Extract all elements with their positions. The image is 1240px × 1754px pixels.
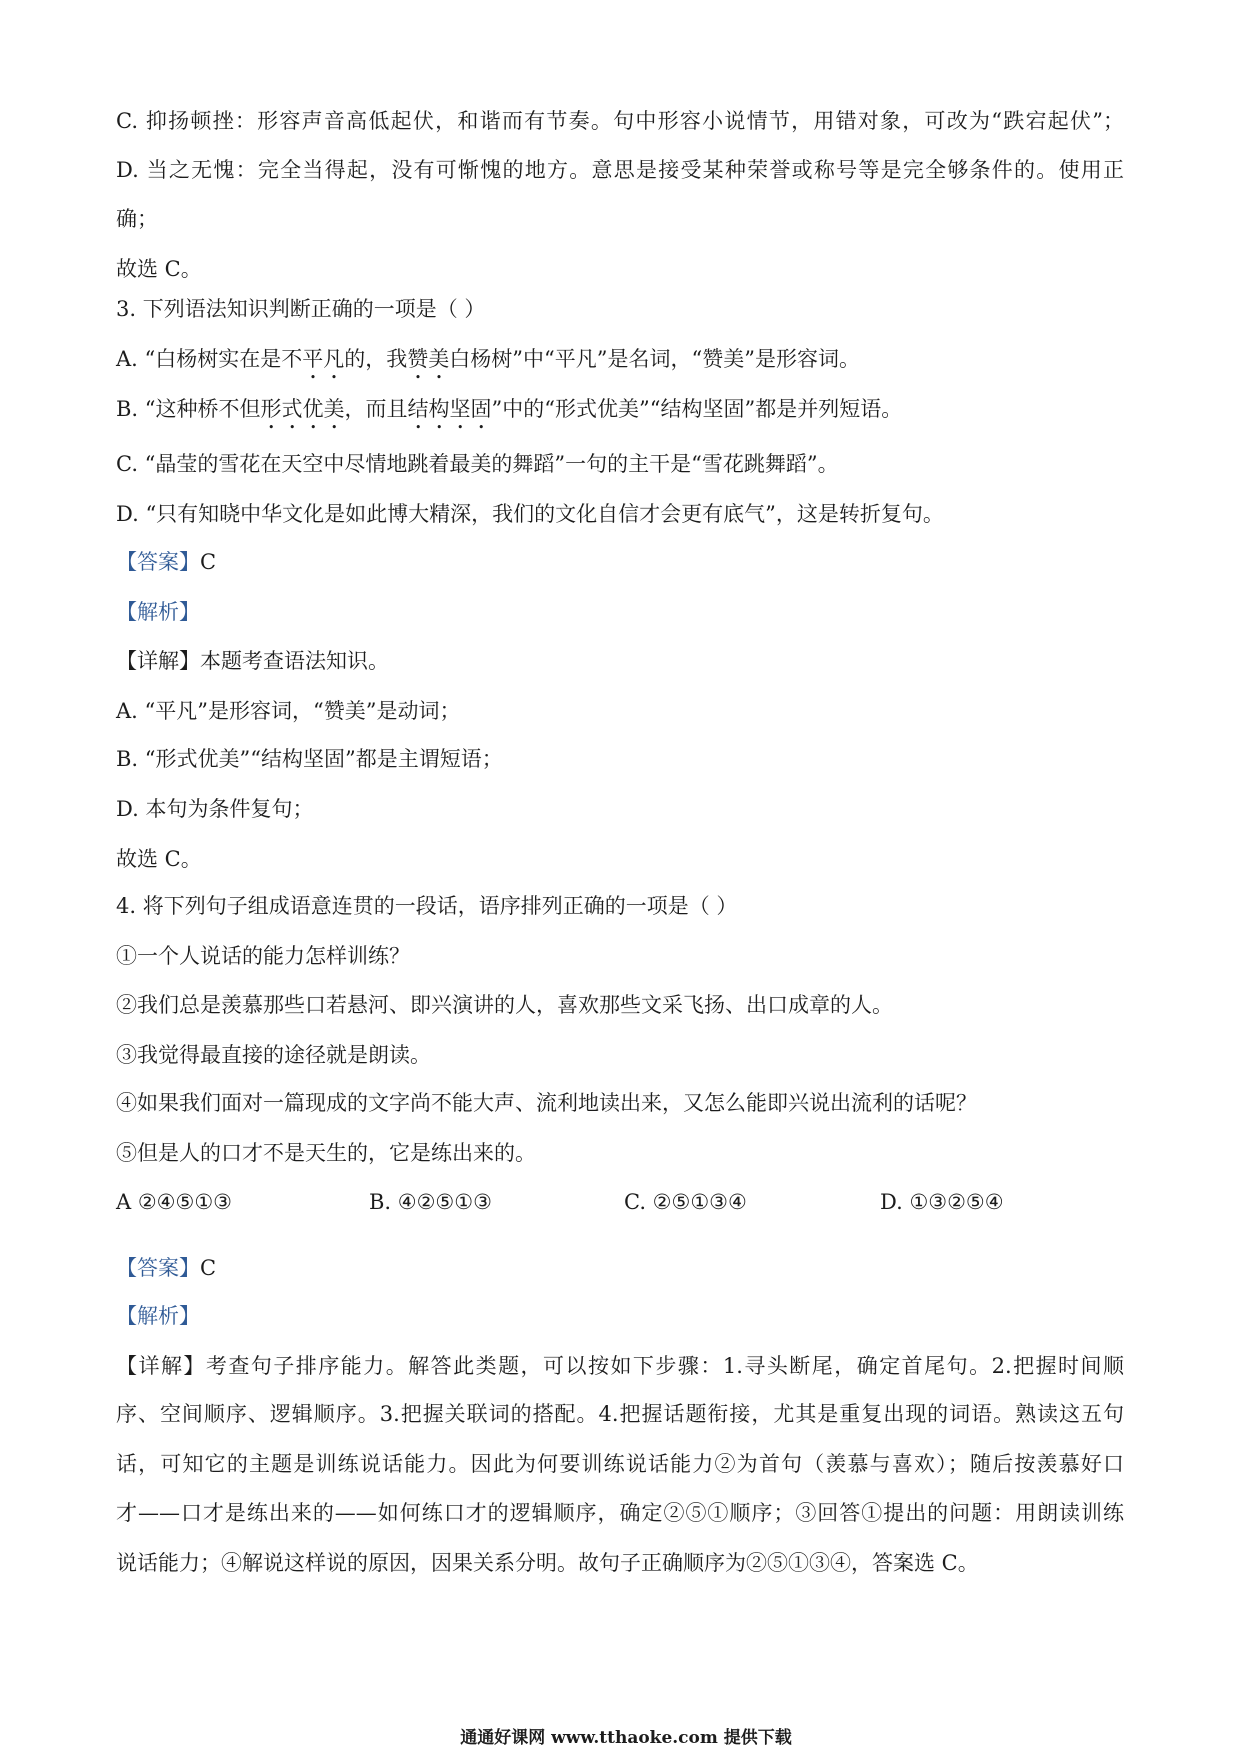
q4-sentence: ③我觉得最直接的途径就是朗读。 [116, 1043, 431, 1067]
q2-option-d-explanation-line-2: 确； [116, 207, 158, 231]
q4-option-a: A ②④⑤①③ [116, 1190, 232, 1214]
q4-answer-label: 【答案】 [116, 1256, 200, 1280]
q2-option-c-explanation: C. 抑扬顿挫：形容声音高低起伏，和谐而有节奏。句中形容小说情节，用错对象，可改为“跌宕起伏”； [116, 109, 1124, 133]
q3-detail-line: B. “形式优美”“结构坚固”都是主谓短语； [116, 747, 503, 771]
q4-sentence: ②我们总是羡慕那些口若悬河、即兴演讲的人，喜欢那些文采飞扬、出口成章的人。 [116, 993, 893, 1017]
q3-answer-label: 【答案】 [116, 550, 200, 574]
q3-title: 3. 下列语法知识判断正确的一项是（ ） [116, 297, 486, 321]
q4-title: 4. 将下列句子组成语意连贯的一段话，语序排列正确的一项是（ ） [116, 894, 738, 918]
q3-option-b-emphasis: 形式优美 [260, 397, 345, 421]
q3-analysis-label: 【解析】 [116, 600, 200, 624]
q3-detail-line: A. “平凡”是形容词，“赞美”是动词； [116, 699, 461, 723]
q3-option-a-emphasis: 平凡 [302, 347, 345, 371]
q2-option-d-explanation-line-1: D. 当之无愧：完全当得起，没有可惭愧的地方。意思是接受某种荣誉或称号等是完全够条件的。使用正 [116, 158, 1124, 182]
q4-detail-line: 【详解】考查句子排序能力。解答此类题，可以按如下步骤：1.寻头断尾，确定首尾句。2.把握时间顺 [116, 1354, 1124, 1378]
q4-answer [116, 1254, 216, 1282]
q3-option-d: D. “只有知晓中华文化是如此博大精深，我们的文化自信才会更有底气”，这是转折复句。 [116, 502, 944, 526]
q3-option-c: C. “晶莹的雪花在天空中尽情地跳着最美的舞蹈”一句的主干是“雪花跳舞蹈”。 [116, 452, 839, 476]
q3-option-b-seg: ，而且 [344, 397, 408, 421]
q4-answer-value: C [200, 1256, 217, 1280]
q3-option-b [116, 395, 902, 423]
q4-detail-line: 序、空间顺序、逻辑顺序。3.把握关联词的搭配。4.把握话题衔接，尤其是重复出现的词语。熟读这五句 [116, 1402, 1124, 1426]
q4-detail-line: 才——口才是练出来的——如何练口才的逻辑顺序，确定②⑤①顺序；③回答①提出的问题：用朗读训练 [116, 1501, 1124, 1525]
q3-option-a-seg: 的，我 [344, 347, 408, 371]
q4-sentence: ④如果我们面对一篇现成的文字尚不能大声、流利地读出来，又怎么能即兴说出流利的话呢？ [116, 1091, 977, 1115]
page-footer: 通通好课网 www.tthaoke.com 提供下载 [460, 1728, 792, 1748]
q4-option-c: C. ②⑤①③④ [624, 1190, 747, 1214]
q3-answer [116, 548, 216, 576]
q3-option-a-seg: A. “白杨树实在是不 [116, 347, 303, 371]
q3-conclusion: 故选 C。 [116, 847, 202, 871]
q3-option-b-emphasis: 结构坚固 [407, 397, 492, 421]
q4-sentence: ①一个人说话的能力怎样训练？ [116, 944, 410, 968]
q3-detail-line: 【详解】本题考查语法知识。 [116, 649, 389, 673]
q3-option-a [116, 345, 860, 373]
q3-option-a-seg: 白杨树”中“平凡”是名词，“赞美”是形容词。 [449, 347, 860, 371]
q3-option-b-seg: B. “这种桥不但 [116, 397, 261, 421]
q4-sentence: ⑤但是人的口才不是天生的，它是练出来的。 [116, 1141, 536, 1165]
q3-option-b-seg: ”中的“形式优美”“结构坚固”都是并列短语。 [491, 397, 903, 421]
q3-option-a-emphasis: 赞美 [407, 347, 450, 371]
q3-detail-line: D. 本句为条件复句； [116, 797, 314, 821]
q2-conclusion: 故选 C。 [116, 257, 202, 281]
q4-option-d: D. ①③②⑤④ [880, 1190, 1004, 1214]
q4-analysis-label: 【解析】 [116, 1304, 200, 1328]
q3-answer-value: C [200, 550, 217, 574]
q4-detail-line: 话，可知它的主题是训练说话能力。因此为何要训练说话能力②为首句（羡慕与喜欢）；随后按羡慕好口 [116, 1452, 1124, 1476]
q4-option-b: B. ④②⑤①③ [369, 1190, 492, 1214]
q4-detail-line: 说话能力；④解说这样说的原因，因果关系分明。故句子正确顺序为②⑤①③④，答案选 C。 [116, 1551, 979, 1575]
